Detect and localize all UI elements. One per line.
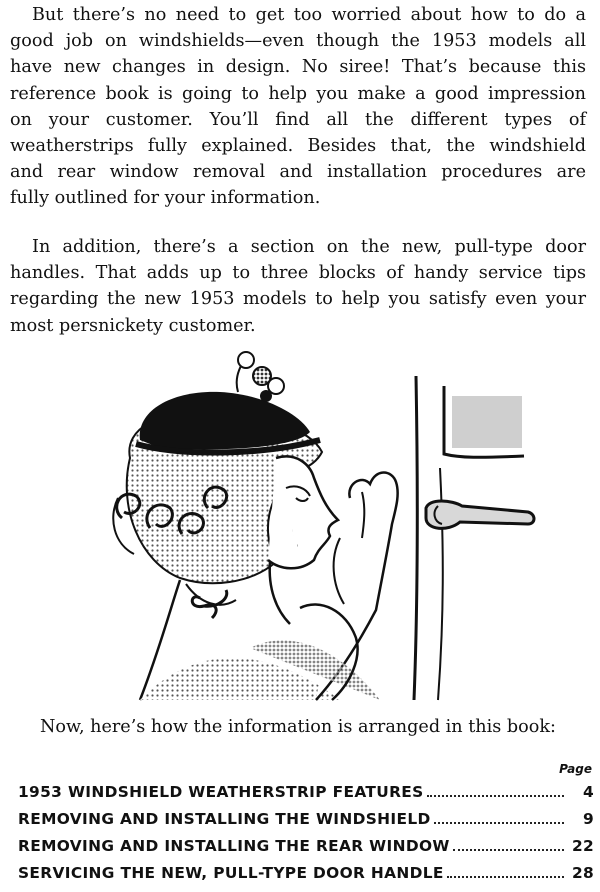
paragraph-line: and rear window removal and installation procedures are bbox=[10, 162, 586, 183]
addition-paragraph bbox=[10, 234, 586, 339]
paragraph-line: on your customer. You’ll find all the different types of bbox=[10, 109, 586, 130]
paragraph-line: weatherstrips fully explained. Besides that, the windshield bbox=[10, 136, 586, 157]
toc-entry-title: 1953 WINDSHIELD WEATHERSTRIP FEATURES bbox=[18, 783, 424, 801]
toc-entry[interactable] bbox=[18, 810, 594, 837]
toc-entry[interactable] bbox=[18, 864, 594, 891]
woman-at-car-door-illustration bbox=[100, 348, 540, 702]
toc-entry-page: 4 bbox=[582, 783, 594, 801]
toc-entry-page: 9 bbox=[582, 810, 594, 828]
paragraph-line: fully outlined for your information. bbox=[10, 188, 321, 209]
toc-leader-dots bbox=[427, 794, 564, 797]
paragraph-line: good job on windshields—even though the 1953 models all bbox=[10, 31, 586, 52]
toc-leader-dots bbox=[447, 875, 564, 878]
toc-entry-title: REMOVING AND INSTALLING THE WINDSHIELD bbox=[18, 810, 431, 828]
paragraph-line: handles. That adds up to three blocks of handy service tips bbox=[10, 263, 586, 284]
table-of-contents bbox=[18, 783, 594, 891]
paragraph-line: have new changes in design. No siree! That’s because this bbox=[10, 57, 586, 78]
paragraph-line: regarding the new 1953 models to help you satisfy even your bbox=[10, 289, 586, 310]
paragraph-line: most persnickety customer. bbox=[10, 315, 256, 336]
arrangement-intro: Now, here’s how the information is arranged in this book: bbox=[40, 717, 556, 737]
paragraph-line: In addition, there’s a section on the new, pull-type door bbox=[32, 237, 586, 257]
paragraph-line: reference book is going to help you make a good impression bbox=[10, 83, 586, 104]
toc-entry-title: REMOVING AND INSTALLING THE REAR WINDOW bbox=[18, 837, 450, 855]
toc-entry[interactable] bbox=[18, 783, 594, 810]
toc-entry-title: SERVICING THE NEW, PULL-TYPE DOOR HANDLE bbox=[18, 864, 444, 882]
toc-entry[interactable] bbox=[18, 837, 594, 864]
toc-page-label: Page bbox=[559, 762, 592, 776]
paragraph-line: But there’s no need to get too worried about how to do a bbox=[32, 5, 586, 25]
intro-paragraph bbox=[10, 2, 586, 212]
toc-entry-page: 22 bbox=[572, 837, 595, 855]
toc-entry-page: 28 bbox=[572, 864, 595, 882]
toc-leader-dots bbox=[453, 848, 564, 851]
toc-leader-dots bbox=[434, 821, 564, 824]
